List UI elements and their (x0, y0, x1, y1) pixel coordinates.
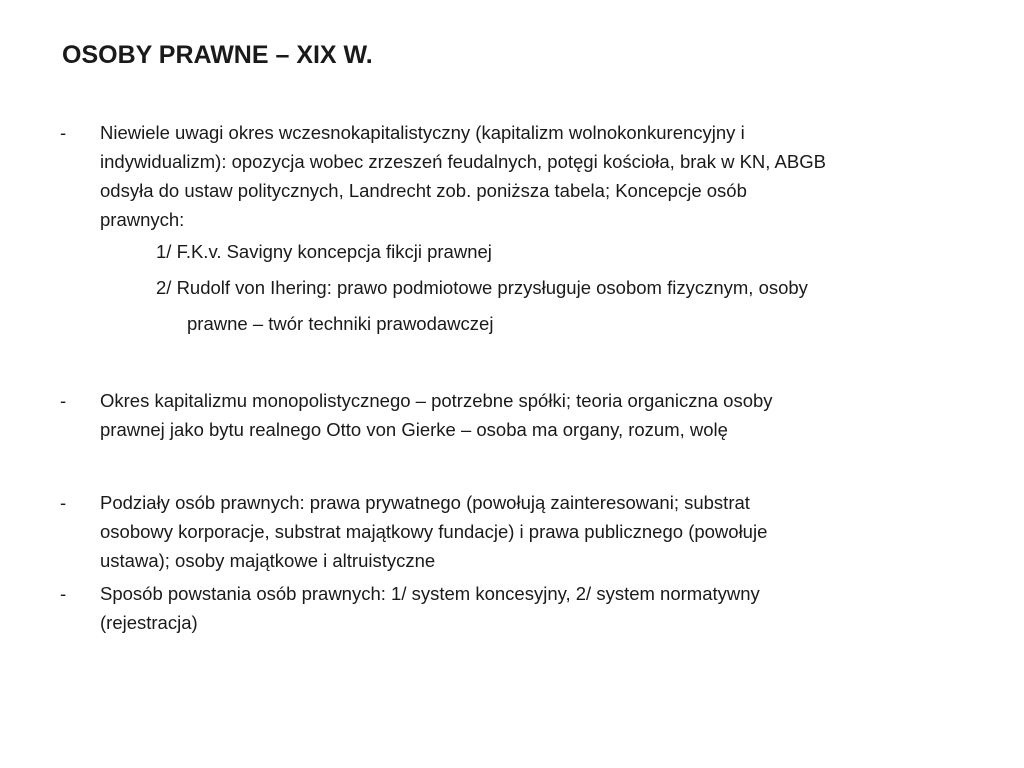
bullet-item-2 (60, 386, 960, 444)
bullet-item-3 (60, 488, 960, 575)
bullet-line: indywidualizm): opozycja wobec zrzeszeń feudalnych, potęgi kościoła, brak w KN, ABGB (100, 151, 826, 172)
bullet-dash: - (60, 583, 67, 604)
bullet-line: Sposób powstania osób prawnych: 1/ system koncesyjny, 2/ system normatywny (100, 583, 760, 604)
spacer (60, 342, 960, 386)
bullet-line: odsyła do ustaw politycznych, Landrecht zob. poniższa tabela; Koncepcje osób (100, 180, 747, 201)
bullet-dash: - (60, 390, 67, 411)
bullet-item-4 (60, 579, 960, 637)
sub-item-savigny: 1/ F.K.v. Savigny koncepcja fikcji prawnej (156, 241, 492, 262)
bullet-item-1 (60, 118, 960, 234)
bullet-dash: - (60, 492, 67, 513)
sub-item-ihering: 2/ Rudolf von Ihering: prawo podmiotowe przysługuje osobom fizycznym, osoby (156, 277, 808, 298)
sub-item-ihering-continued: prawne – twór techniki prawodawczej (187, 313, 494, 334)
bullet-line: Okres kapitalizmu monopolistycznego – potrzebne spółki; teoria organiczna osoby (100, 390, 773, 411)
slide-title: OSOBY PRAWNE – XIX W. (62, 41, 373, 69)
bullet-line: prawnej jako bytu realnego Otto von Gierke – osoba ma organy, rozum, wolę (100, 419, 728, 440)
bullet-line: osobowy korporacje, substrat majątkowy fundacje) i prawa publicznego (powołuje (100, 521, 768, 542)
bullet-line: prawnych: (100, 209, 185, 230)
bullet-dash: - (60, 122, 67, 143)
bullet-line: Podziały osób prawnych: prawa prywatnego (powołują zainteresowani; substrat (100, 492, 750, 513)
slide-body (60, 118, 960, 637)
spacer (60, 444, 960, 488)
bullet-line: Niewiele uwagi okres wczesnokapitalistyczny (kapitalizm wolnokonkurencyjny i (100, 122, 745, 143)
bullet-line: ustawa); osoby majątkowe i altruistyczne (100, 550, 436, 571)
bullet-line: (rejestracja) (100, 612, 198, 633)
